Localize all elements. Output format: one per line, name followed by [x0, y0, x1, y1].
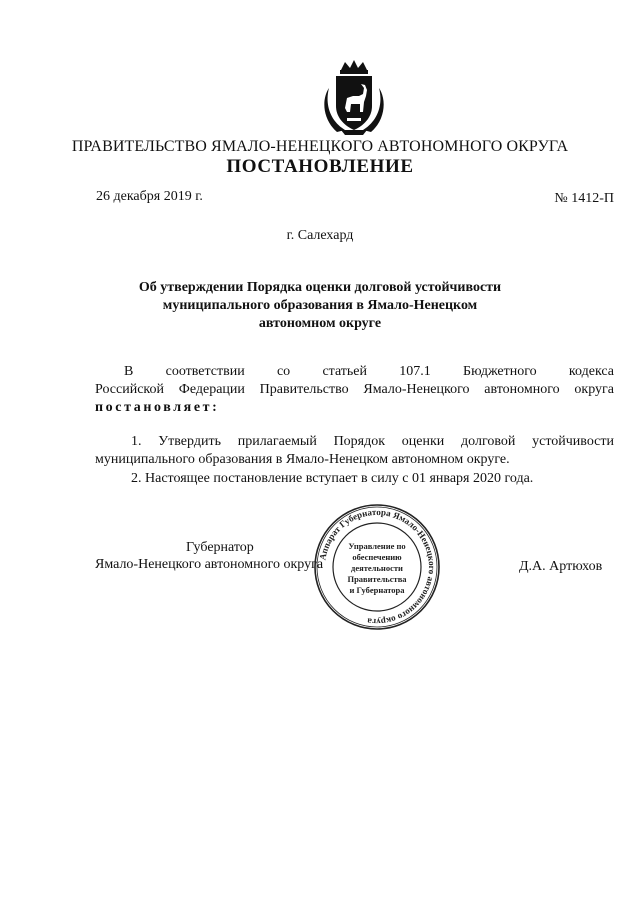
signature-role-line-2: Ямало-Ненецкого автономного округа	[95, 557, 324, 572]
list-item-2: 2. Настоящее постановление вступает в силу с 01 января 2020 года.	[131, 471, 534, 486]
list-item-1-line-2: муниципального образования в Ямало-Ненецком автономном округе.	[95, 452, 510, 467]
document-title	[120, 279, 520, 333]
document-city: г. Салехард	[286, 228, 354, 243]
organization-name: ПРАВИТЕЛЬСТВО ЯМАЛО-НЕНЕЦКОГО АВТОНОМНОГО ОКРУГА	[71, 138, 569, 155]
document-date: 26 декабря 2019 г.	[96, 189, 203, 204]
title-line-2: муниципального образования в Ямало-Ненецком	[162, 298, 478, 313]
title-line-3: автономном округе	[258, 316, 382, 331]
stamp-ring-text: Аппарат Губернатора Ямало-Ненецкого автономного округа	[317, 506, 438, 628]
stamp-center-line-3: деятельности	[351, 563, 403, 573]
coat-of-arms-icon	[323, 58, 385, 136]
list-item-1-line-1: 1. Утвердить прилагаемый Порядок оценки долговой устойчивости	[131, 434, 614, 449]
signature-role-line-1: Губернатор	[186, 540, 254, 555]
decree-word: постановляет:	[95, 400, 220, 415]
stamp-center-line-1: Управление по	[348, 541, 406, 551]
stamp-center-line-2: обеспечению	[352, 552, 402, 562]
stamp-center-line-5: и Губернатора	[349, 585, 405, 595]
list-item-1	[95, 433, 614, 469]
official-stamp	[313, 503, 441, 631]
stamp-center-line-4: Правительства	[347, 574, 407, 584]
document-type: ПОСТАНОВЛЕНИЕ	[226, 156, 414, 177]
preamble-line-1: В соответствии со статьей 107.1 Бюджетного кодекса	[124, 364, 614, 379]
preamble-paragraph	[95, 363, 614, 417]
signature-name: Д.А. Артюхов	[519, 559, 603, 574]
document-number: № 1412-П	[554, 191, 614, 206]
preamble-line-2: Российской Федерации Правительство Ямало-Ненецкого автономного округа	[95, 382, 614, 397]
title-line-1: Об утверждении Порядка оценки долговой устойчивости	[138, 280, 502, 295]
